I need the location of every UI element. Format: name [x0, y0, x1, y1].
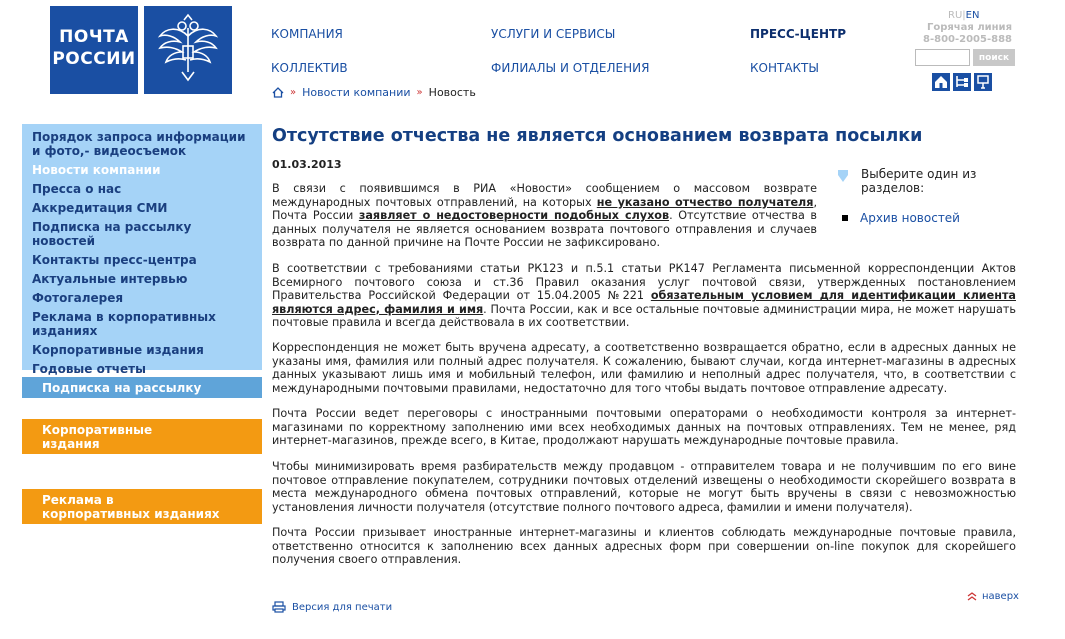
print-version-label: Версия для печати	[292, 601, 393, 613]
article-paragraph-3: Корреспонденция не может быть вручена адресату, а соответственно возвращается обратно, если в адресных данных не указаны имя, фамилия или полный адрес получателя. К сожалению, бывают случаи, когда интернет-магазины в адресных данных указывают лишь имя и мобильный телефон, или фамилию и неполный адрес получателя, что, в соответствии с международными почтовыми правилами, недостаточно для того чтобы выдать почтовое отправление адресату.	[272, 341, 1016, 395]
sidebar-item-press[interactable]: Пресса о нас	[32, 182, 122, 196]
subscribe-button[interactable]	[22, 377, 262, 398]
home-crumb-icon[interactable]	[272, 87, 284, 98]
nav-press-center[interactable]: ПРЕСС-ЦЕНТР	[750, 27, 846, 41]
hotline-phone: 8-800-2005-888	[923, 34, 1012, 45]
printer-icon	[272, 601, 286, 613]
p1-text-c: , Почта России	[272, 195, 817, 223]
logo-line-1: ПОЧТА	[59, 27, 129, 47]
back-to-top-link[interactable]	[967, 591, 1019, 602]
article-date: 01.03.2013	[272, 158, 342, 171]
article-paragraph-5: Чтобы минимизировать время разбирательств между продавцом - отправителем товара и не получившим по его вине почтовое отправление покупателем, сотрудники почтовых отделений извещены о необходимости скорейшего возврата в места международного обмена почтовых отправлений, которые не могут быть вручены в связи с невозможностью установления личности получателя (отсутствие полного почтового адреса, фамилии и имени получателя).	[272, 460, 1016, 514]
article-paragraph-2	[272, 262, 1016, 330]
search-button[interactable]: поиск	[973, 49, 1015, 66]
sidebar-item-press-contacts[interactable]: Контакты пресс-центра	[32, 253, 197, 267]
corporate-editions-label: Корпоративные издания	[42, 422, 153, 451]
news-archive-link[interactable]: Архив новостей	[860, 211, 960, 225]
article-paragraph-4: Почта России ведет переговоры с иностранными почтовыми операторами о необходимости контроля за интернет-магазинами по корректному заполнению ими всех необходимых данных на почтовых отправлениях. Тем не менее, ряд интернет-магазинов, прежде всего, в Китае, продолжают нарушать международные почтовые правила.	[272, 407, 1016, 448]
p2-text-c: . Почта России, как и все остальные почтовые администрации мира, не может нарушать почтовые правила и всегда действовала в их соответствии.	[272, 302, 1016, 330]
sidebar-item-accreditation[interactable]: Аккредитация СМИ	[32, 201, 168, 215]
p1-text-a: В связи с появившимся в РИА «Новости» сообщением о массовом возврате международных почтовых отправлений, на которых	[272, 182, 817, 209]
sidebar-item-corporate-ads[interactable]: Реклама в корпоративных изданиях	[32, 310, 216, 338]
bullet-icon	[842, 215, 848, 221]
sidebar-item-annual-reports[interactable]: Годовые отчеты	[32, 362, 146, 376]
article-paragraph-6: Почта России призывает иностранные интернет-магазины и клиентов соблюдать международные почтовые правила, ответственно относится к заполнению всех данных адресных форм при совершении on-line покупок для скорейшего получения своего отправления.	[272, 526, 1016, 567]
nav-company[interactable]: КОМПАНИЯ	[271, 27, 343, 41]
p2-emphasis: обязательным условием для идентификации клиента являются адрес, фамилия и имя	[272, 289, 1016, 316]
logo-wordmark[interactable]	[50, 6, 138, 94]
corporate-ads-button[interactable]	[22, 489, 262, 524]
corporate-ads-label: Реклама в корпоративных изданиях	[42, 492, 220, 521]
p1-emphasis-2: заявляет о недостоверности подобных слухов	[358, 209, 670, 223]
sidebar-item-corporate-editions[interactable]: Корпоративные издания	[32, 343, 204, 357]
sections-label: Выберите один из разделов:	[861, 167, 977, 195]
article-paragraph-1	[272, 182, 817, 250]
corporate-editions-button[interactable]	[22, 419, 262, 454]
back-to-top-label: наверх	[982, 591, 1019, 602]
breadcrumb-separator-icon: »	[416, 87, 423, 98]
breadcrumb-news[interactable]: Новости компании	[302, 86, 411, 99]
subscribe-button-label: Подписка на рассылку	[42, 380, 202, 395]
nav-contacts[interactable]: КОНТАКТЫ	[750, 61, 819, 75]
sidebar-item-interviews[interactable]: Актуальные интервью	[32, 272, 188, 286]
nav-team[interactable]: КОЛЛЕКТИВ	[271, 61, 348, 75]
article-title: Отсутствие отчества не является основанием возврата посылки	[272, 126, 923, 146]
sitemap-icon[interactable]	[953, 73, 971, 91]
search-input[interactable]	[915, 49, 970, 66]
breadcrumb-separator-icon: »	[290, 87, 297, 98]
mail-icon[interactable]	[974, 73, 992, 91]
breadcrumb	[272, 86, 476, 99]
section-archive-item	[842, 211, 960, 225]
sidebar-item-company-news[interactable]: Новости компании	[32, 163, 161, 177]
p2-text-a: В соответствии с требованиями статьи РК123 и п.5.1 статьи РК147 Регламента письменной корреспонденции Актов Всемирного почтового союза и ст.36 Правил оказания услуг почтовой связи, утвержденных постановлением Правительства Российской Федерации от 15.04.2005 №221	[272, 262, 1016, 303]
hotline	[920, 22, 1012, 46]
hotline-label: Горячая линия	[926, 22, 1012, 33]
lang-separator: |	[962, 10, 966, 21]
home-icon[interactable]	[932, 73, 950, 91]
logo-line-2: РОССИИ	[52, 49, 136, 69]
breadcrumb-current: Новость	[428, 86, 476, 99]
lang-en[interactable]: EN	[965, 10, 980, 21]
print-version-link[interactable]	[272, 601, 392, 613]
sidebar-item-photo-gallery[interactable]: Фотогалерея	[32, 291, 124, 305]
arrow-down-icon	[836, 169, 850, 183]
eagle-emblem-icon[interactable]	[144, 6, 232, 94]
language-switch	[948, 10, 979, 21]
lang-ru[interactable]: RU	[948, 10, 963, 21]
double-chevron-up-icon	[967, 592, 977, 601]
p1-text-e: . Отсутствие отчества в данных получателя не является основанием возврата почтового отправления и случаев возврата по данной причине на Почте России не зафиксировано.	[272, 209, 817, 250]
sidebar-item-info-request[interactable]: Порядок запроса информации и фото,- видеосъемок	[32, 130, 246, 158]
sidebar-item-news-subscription[interactable]: Подписка на рассылку новостей	[32, 220, 192, 248]
nav-services[interactable]: УСЛУГИ И СЕРВИСЫ	[491, 27, 616, 41]
sidebar-menu	[22, 124, 262, 376]
p1-emphasis-1: не указано отчество получателя	[596, 195, 814, 209]
nav-branches[interactable]: ФИЛИАЛЫ И ОТДЕЛЕНИЯ	[491, 61, 650, 75]
